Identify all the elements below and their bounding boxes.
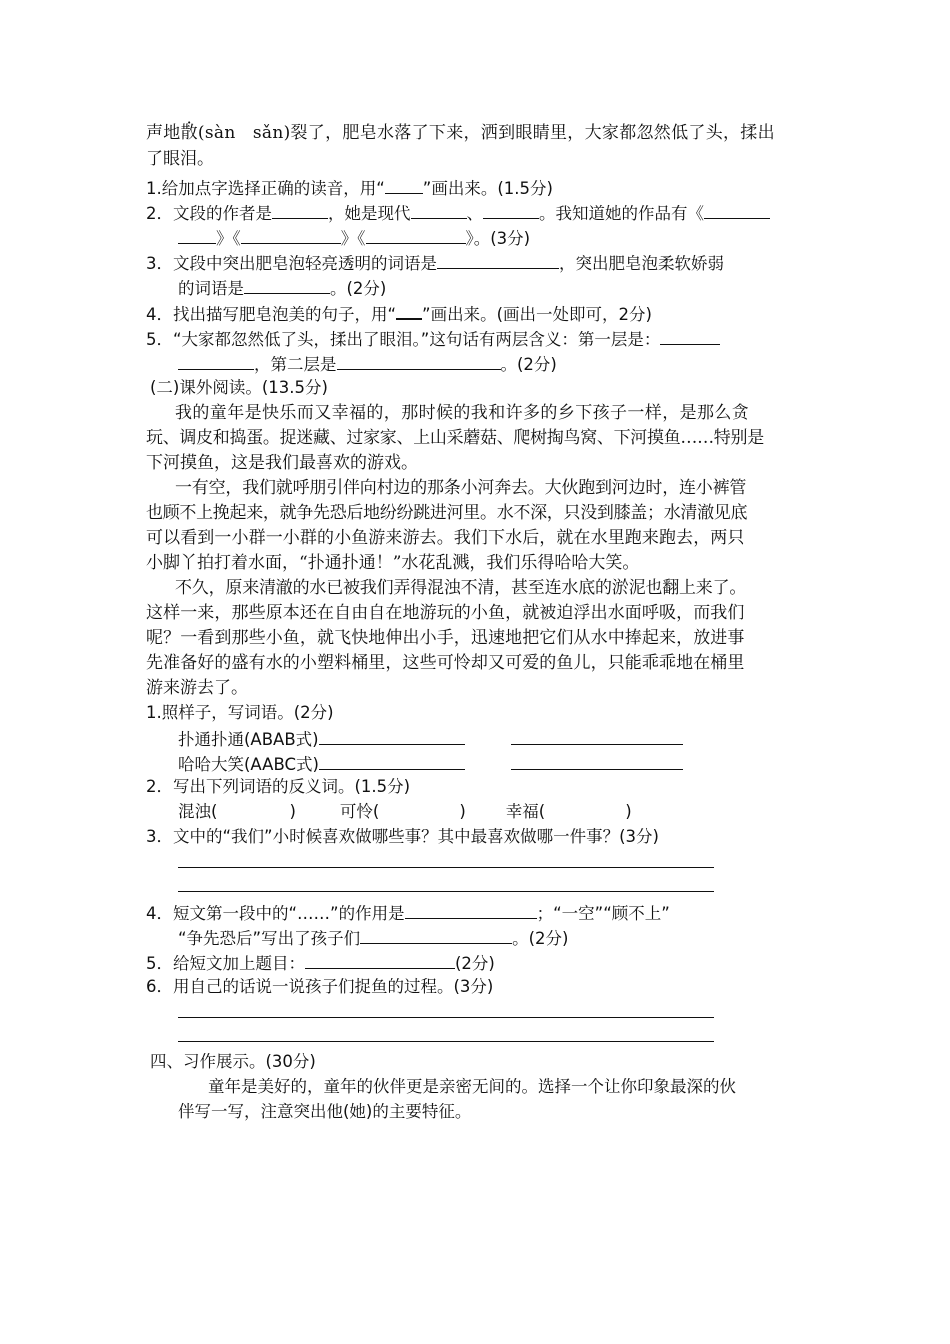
reading-line: 不久，原来清澈的水已被我们弄得混浊不清，甚至连水底的淤泥也翻上来了。: [175, 578, 747, 598]
answer-line[interactable]: [178, 1017, 714, 1018]
answer-blank[interactable]: [511, 751, 683, 770]
dotted-character: 散: [180, 123, 198, 143]
answer-blank[interactable]: [704, 200, 770, 219]
answer-blank[interactable]: [178, 225, 216, 244]
writing-prompt-line: 童年是美好的，童年的伙伴更是亲密无间的。选择一个让你印象最深的伙: [208, 1077, 736, 1096]
example-row: 扑通扑通(ABAB式): [178, 726, 683, 752]
answer-blank[interactable]: [319, 751, 465, 770]
reading-line: 可以看到一小群一小群的小鱼游来游去。我们下水后，就在水里跑来跑去，两只: [146, 528, 745, 548]
question-5-cont: ，第二层是 。(2分): [178, 351, 557, 377]
reading-question-6: 6．用自己的话说一说孩子们捉鱼的过程。(3分): [146, 977, 494, 996]
reading-question-5: 5．给短文加上题目： (2分): [146, 950, 495, 976]
reading-question-3: 3．文中的“我们”小时候喜欢做哪些事？其中最喜欢做哪一件事？(3分): [146, 827, 659, 846]
answer-blank[interactable]: [272, 200, 328, 219]
question-2-cont: 》《 》《 》。(3分): [178, 225, 530, 251]
passage-line: 了眼泪。: [146, 149, 214, 169]
reading-line: 这样一来，那些原本还在自由自在地游玩的小鱼，就被迫浮出水面呼吸，而我们: [146, 603, 745, 623]
reading-line: 先准备好的盛有水的小塑料桶里，这些可怜却又可爱的鱼儿，只能乖乖地在桶里: [146, 653, 745, 673]
question-3: 3．文段中突出肥皂泡轻亮透明的词语是 ，突出肥皂泡柔软娇弱: [146, 250, 724, 276]
answer-blank[interactable]: [366, 225, 466, 244]
answer-blank[interactable]: [411, 200, 467, 219]
reading-line: 玩、调皮和捣蛋。捉迷藏、过家家、上山采蘑菇、爬树掏鸟窝、下河摸鱼……特别是: [146, 428, 764, 448]
reading-question-4: 4．短文第一段中的“……”的作用是 ；“一空”“顾不上”: [146, 900, 670, 926]
question-2: 2．文段的作者是 ，她是现代 、 。我知道她的作品有《: [146, 200, 770, 226]
reading-question-4-cont: “争先恐后”写出了孩子们 。(2分): [178, 925, 568, 951]
answer-blank[interactable]: [319, 726, 465, 745]
reading-line: 小脚丫拍打着水面，“扑通扑通！”水花乱溅，我们乐得哈哈大笑。: [146, 553, 640, 573]
reading-question-1: 1.照样子，写词语。(2分): [146, 703, 334, 722]
answer-blank[interactable]: [511, 726, 683, 745]
answer-blank[interactable]: [405, 900, 537, 919]
question-4: 4．找出描写肥皂泡美的句子，用“ ”画出来。(画出一处即可，2分): [146, 300, 652, 327]
passage-line: [146, 121, 775, 145]
reading-line: 也顾不上挽起来，就争先恐后地纷纷跳进河里。水不深，只没到膝盖；水清澈见底: [146, 503, 748, 523]
reading-line: 一有空，我们就呼朋引伴向村边的那条小河奔去。大伙跑到河边时，连小裤管: [175, 478, 747, 498]
answer-line[interactable]: [178, 867, 714, 868]
answer-blank[interactable]: [360, 925, 512, 944]
answer-blank[interactable]: [483, 200, 539, 219]
question-5: 5．“大家都忽然低了头，揉出了眼泪。”这句话有两层含义：第一层是：: [146, 326, 720, 352]
question-3-cont: 的词语是 。(2分): [178, 275, 386, 301]
question-1: 1.给加点字选择正确的读音，用“ ”画出来。(1.5分): [146, 175, 553, 201]
reading-line: 游来游去了。: [146, 678, 248, 698]
title-blank[interactable]: [305, 950, 455, 969]
answer-line[interactable]: [178, 891, 714, 892]
answer-blank[interactable]: [660, 326, 720, 345]
reading-line: 下河摸鱼，这是我们最喜欢的游戏。: [146, 453, 418, 473]
answer-blank[interactable]: [178, 351, 254, 370]
answer-blank[interactable]: [241, 225, 341, 244]
text: (sàn sǎn)裂了，肥皂水落了下来，洒到眼睛里，大家都忽然低了头，揉出: [197, 123, 775, 143]
answer-blank[interactable]: [396, 300, 422, 320]
reading-line: 呢？一看到那些小鱼，就飞快地伸出小手，迅速地把它们从水中捧起来，放进事: [146, 628, 745, 648]
reading-line: 我的童年是快乐而又幸福的，那时候的我和许多的乡下孩子一样，是那么贪: [175, 403, 750, 423]
example-row: 哈哈大笑(AABC式): [178, 751, 683, 777]
reading-question-2: 2．写出下列词语的反义词。(1.5分): [146, 777, 411, 796]
text: 声地: [146, 123, 181, 143]
answer-blank[interactable]: [437, 250, 559, 269]
section-4-title: 四、习作展示。(30分): [150, 1052, 316, 1071]
section-2-title: (二)课外阅读。(13.5分): [150, 378, 328, 397]
answer-blank[interactable]: [385, 175, 423, 194]
answer-line[interactable]: [178, 1041, 714, 1042]
answer-blank[interactable]: [337, 351, 501, 370]
writing-prompt-line: 伴写一写，注意突出他(她)的主要特征。: [178, 1102, 472, 1121]
answer-blank[interactable]: [244, 275, 330, 294]
antonym-row: 混浊( ) 可怜( ) 幸福( ): [178, 802, 632, 821]
